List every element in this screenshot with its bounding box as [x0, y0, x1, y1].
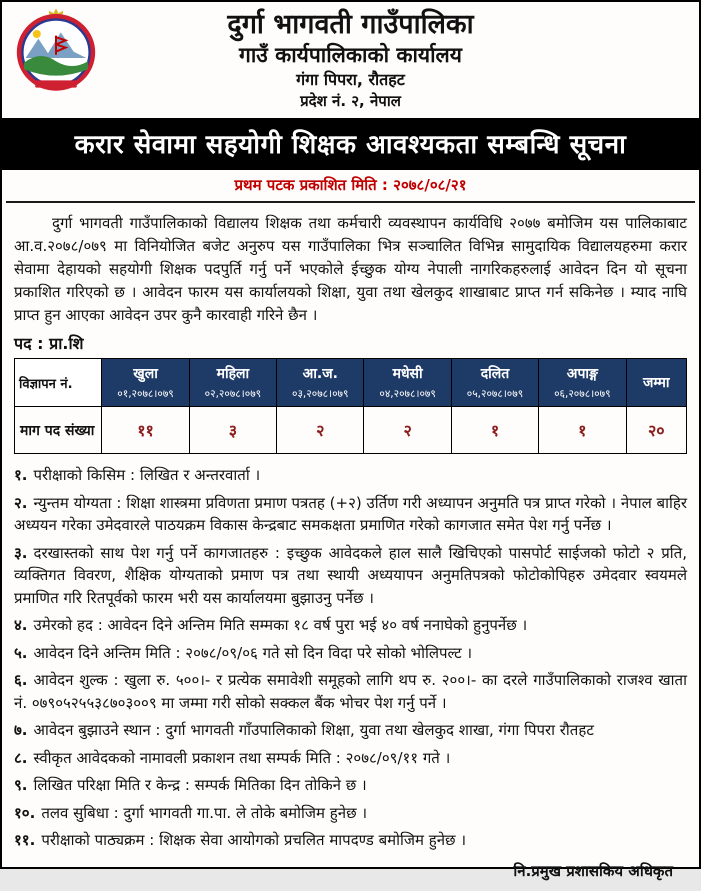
province-line: प्रदेश नं. २, नेपाल: [300, 92, 401, 111]
list-item: ५. आवेदन दिने अन्तिम मिति : २०७८/०९/०६ गते सो दिन विदा परे सोको भोलिपल्ट ।: [14, 643, 473, 662]
table-header-advertisement-no: विज्ञापन नं.: [15, 359, 102, 407]
table-header-madhesi: मधेसी ०४,२०७८।०७९: [364, 359, 451, 407]
notice-body: [2, 203, 699, 890]
document-header: [2, 2, 699, 118]
intro-paragraph: दुर्गा भागवती गाउँपालिकाको विद्यालय शिक्षक तथा कर्मचारी व्यवस्थापन कार्यविधि २०७७ बमोजिम यस पालिकाबाट आ.व.२०७८/०७९ मा विनियोजित बजेट अनुरुप यस गाउँपालिका भित्र सञ्चालित विभिन्न सामुदायिक विद्यालयहरुमा करार सेवामा देहायको सहयोगी शिक्षक पदपुर्ति गर्नु पर्ने भएकोले ईच्छुक योग्य नेपाली नागरिकहरुलाई आवेदन दिन यो सूचना प्रकाशित गरिएको छ । आवेदन फारम यस कार्यालयको शिक्षा, युवा तथा खेलकुद शाखाबाट प्राप्त गर्न सकिनेछ । म्याद नाघि प्राप्त हुन आएका आवेदन उपर कुनै कारवाही गरिने छैन ।: [14, 214, 687, 324]
municipality-name: दुर्गा भागवती गाउँपालिका: [227, 9, 474, 40]
list-item: १. परीक्षाको किसिम : लिखित र अन्तरवार्ता ।: [14, 466, 261, 485]
list-item: ६. आवेदन शुल्क : खुला रु. ५००।- र प्रत्येक समावेशी समूहको लागि थप रु. २००।- का दरले गाउँपालिकाको राजश्व खाता नं. ०७९०५२५५३८७०३००९ मा जम्मा गरी सोको सक्कल बैंक भोचर पेश गर्नु पर्ने ।: [14, 671, 687, 712]
office-address: गंगा पिपरा, रौतहट: [296, 70, 405, 90]
office-name: गाउँ कार्यपालिकाको कार्यालय: [239, 42, 462, 67]
list-item: ११. परीक्षाको पाठ्यक्रम : शिक्षक सेवा आयोगको प्रचलित मापदण्ड बमोजिम हुनेछ ।: [14, 831, 467, 850]
table-header-adibasi-janajati: आ.ज. ०३,२०७८।०७९: [277, 359, 364, 407]
list-item: १०. तलव सुबिधा : दुर्गा भागवती गा.पा. ले तोके बमोजिम हुनेछ ।: [14, 803, 368, 822]
vacancy-table: [14, 358, 687, 454]
table-data-row: [15, 407, 687, 454]
value-adibasi-janajati: २: [277, 407, 364, 454]
table-header-open: खुला ०१,२०७८।०७९: [102, 359, 189, 407]
list-item: ८. स्वीकृत आवेदकको नामावली प्रकाशन तथा सम्पर्क मिति : २०७८/०९/११ गते ।: [14, 748, 451, 767]
nepal-government-emblem-logo: [16, 8, 96, 92]
list-item: ३. दरखास्तको साथ पेश गर्नु पर्ने कागजातहरु : इच्छुक आवेदकले हाल सालै खिचिएको पासपोर्ट साईजको फोटो २ प्रति, व्यक्तिगत विवरण, शैक्षिक योग्यताको प्रमाण पत्र तथा स्थायी अध्ययापन अनुमतिपत्रको फोटोकोपिहरु उमेदवार स्वयमले प्रमाणित गरि रितपूर्वको फारम भरी यस कार्यालयमा बुझाउनु पर्नेछ ।: [14, 543, 687, 607]
value-female: ३: [189, 407, 276, 454]
signature-line: नि.प्रमुख प्रशासकिय अधिकृत: [513, 861, 673, 880]
table-header-disabled: अपाङ्ग ०६,२०७८।०७९: [539, 359, 626, 407]
value-open: ११: [102, 407, 189, 454]
list-item: ७. आवेदन बुझाउने स्थान : दुर्गा भागवती गाँउपालिकाको शिक्षा, युवा तथा खेलकुद शाखा, गंगा पिपरा रौतहट: [14, 721, 594, 740]
publication-date-line: प्रथम पटक प्रकाशित मिति : २०७८/०८/२१: [6, 170, 695, 203]
list-item: ४. उमेरको हद : आवेदन दिने अन्तिम मिति सम्मका १८ वर्ष पुरा भई ४० वर्ष ननाघेको हुनुपर्नेछ ।: [14, 616, 528, 635]
value-dalit: १: [451, 407, 538, 454]
value-madhesi: २: [364, 407, 451, 454]
value-total: २०: [626, 407, 686, 454]
notice-title-banner: करार सेवामा सहयोगी शिक्षक आवश्यकता सम्बन्धि सूचना: [2, 118, 699, 170]
table-header-female: महिला ०२,२०७८।०७९: [189, 359, 276, 407]
row-label-demand-posts: माग पद संख्या: [15, 407, 102, 454]
list-item: ९. लिखित परिक्षा मिति र केन्द्र : सम्पर्क मितिका दिन तोकिने छ ।: [14, 776, 367, 795]
list-item: २. न्युन्तम योग्यता : शिक्षा शास्त्रमा प्रविणता प्रमाण पत्रतह (+२) उर्तिण गरी अध्यापन अनुमति पत्र प्राप्त गरेको । नेपाल बाहिर अध्ययन गरेका उमेदवारले पाठयक्रम विकास केन्द्रबाट समकक्षता प्रमाणित गरेको कागजात समेत पेश गर्नु पर्नेछ ।: [14, 493, 687, 535]
value-disabled: १: [539, 407, 626, 454]
table-header-total: जम्मा: [626, 359, 686, 407]
table-header-dalit: दलित ०५,२०७८।०७९: [451, 359, 538, 407]
conditions-list: [14, 464, 687, 852]
table-header-row: [15, 359, 687, 407]
post-label: पद : प्रा.शि: [14, 334, 84, 354]
